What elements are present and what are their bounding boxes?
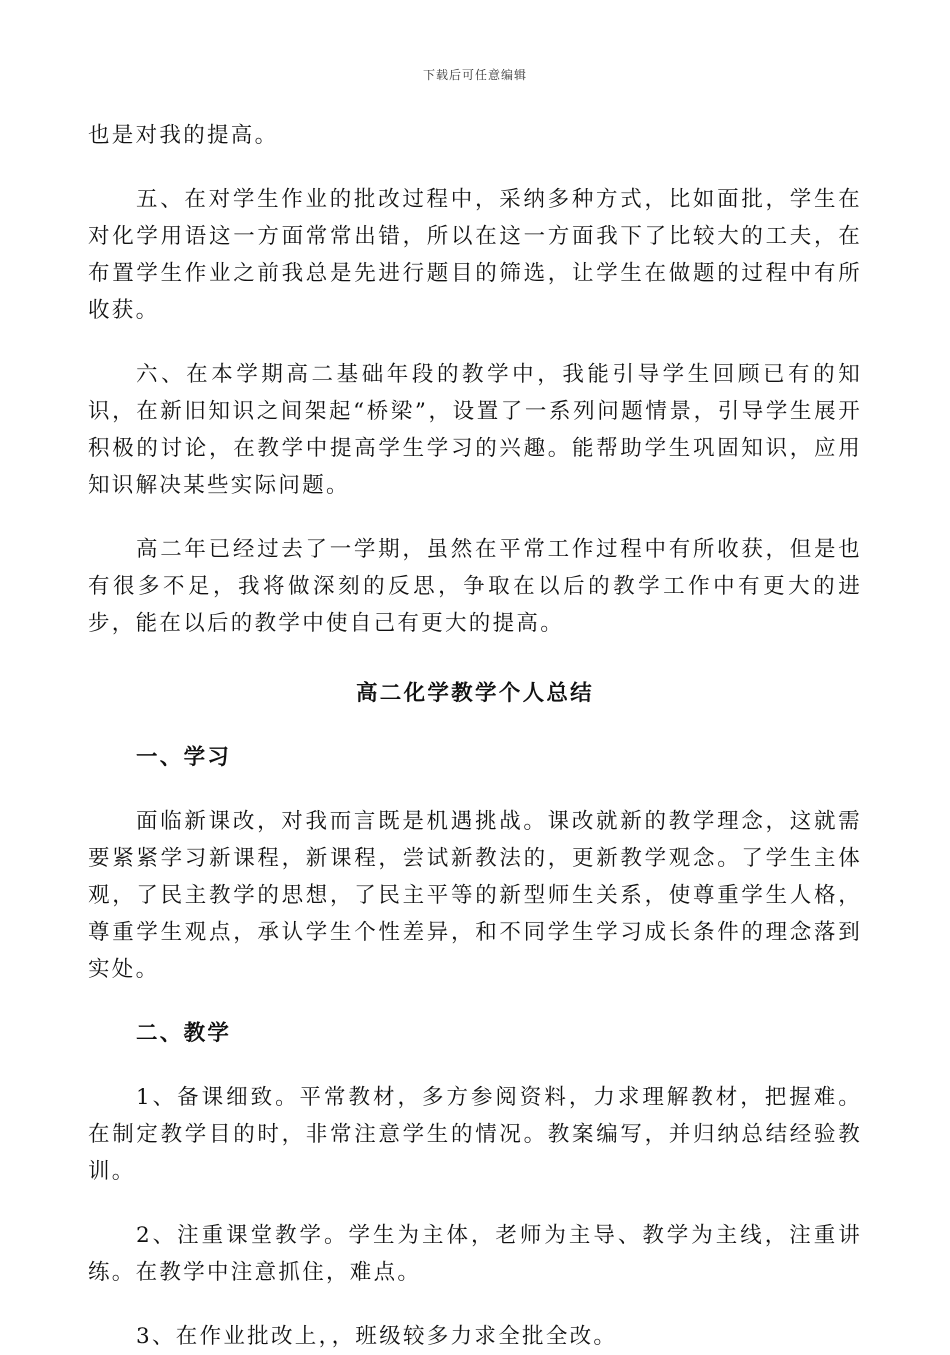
document-body <box>88 117 862 1355</box>
paragraph-item-six: 六、在本学期高二基础年段的教学中，我能引导学生回顾已有的知识，在新旧知识之间架起“桥梁”，设置了一系列问题情景，引导学生展开积极的讨论，在教学中提高学生学习的兴趣。能帮助学生巩固知识，应用知识解决某些实际问题。 <box>88 362 862 498</box>
paragraph-study: 面临新课改，对我而言既是机遇挑战。课改就新的教学理念，这就需要紧紧学习新课程，新课程，尝试新教法的，更新教学观念。了学生主体观，了民主教学的思想，了民主平等的新型师生关系，使尊重学生人格，尊重学生观点，承认学生个性差异，和不同学生学习成长条件的理念落到实处。 <box>88 809 862 982</box>
heading-study: 一、学习 <box>136 745 232 770</box>
paragraph-conclusion: 高二年已经过去了一学期，虽然在平常工作过程中有所收获，但是也有很多不足，我将做深刻的反思，争取在以后的教学工作中有更大的进步，能在以后的教学中使自己有更大的提高。 <box>88 537 862 636</box>
page-header-note: 下载后可任意编辑 <box>422 68 527 82</box>
paragraph-item-five: 五、在对学生作业的批改过程中，采纳多种方式，比如面批，学生在对化学用语这一方面常常出错，所以在这一方面我下了比较大的工夫，在布置学生作业之前我总是先进行题目的筛选，让学生在做题的过程中有所收获。 <box>88 187 862 323</box>
teaching-item-2: 2、注重课堂教学。学生为主体，老师为主导、教学为主线，注重讲练。在教学中注意抓住，难点。 <box>88 1223 862 1285</box>
heading-teaching: 二、教学 <box>136 1021 232 1046</box>
section-title: 高二化学教学个人总结 <box>355 681 594 706</box>
teaching-item-1: 1、备课细致。平常教材，多方参阅资料，力求理解教材，把握难。在制定教学目的时，非常注意学生的情况。教案编写，并归纳总结经验教训。 <box>88 1085 862 1184</box>
teaching-item-3: 3、在作业批改上，，班级较多力求全批全改。 <box>136 1324 618 1349</box>
paragraph-continuation: 也是对我的提高。 <box>88 123 279 148</box>
